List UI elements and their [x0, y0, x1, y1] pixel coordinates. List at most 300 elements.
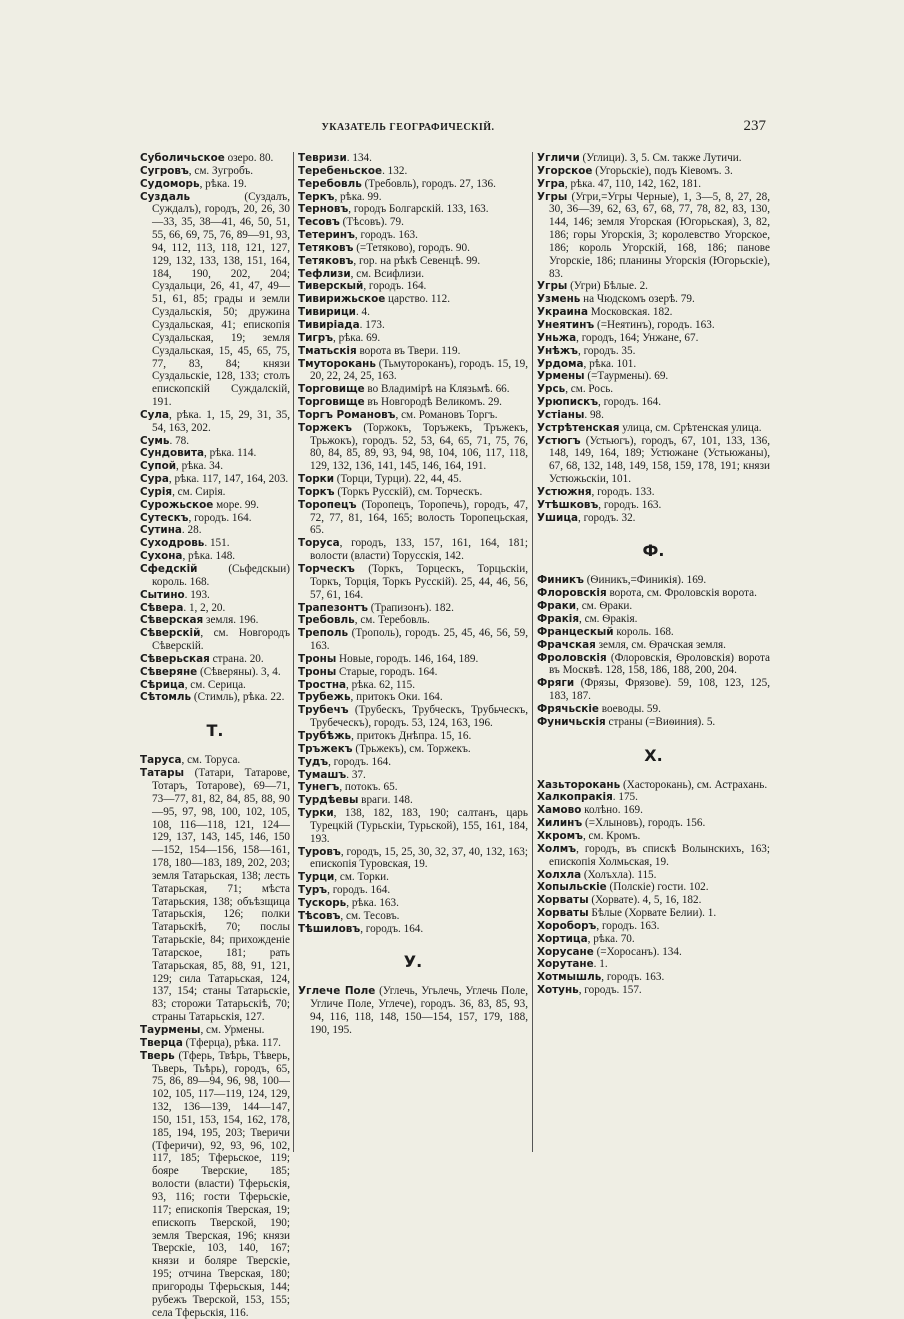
entry-headword: Супой [140, 460, 176, 473]
entry-references: , см. Кромъ. [582, 829, 641, 842]
index-entry [537, 191, 770, 281]
entry-references: (Углечь, Угьлечь, Углечь Поле, Угличе Поле, Углече), городъ. 36, 83, 85, 93, 94, 116, 118, 148, 150—154, 157, 179, 188, 190, 195. [310, 985, 528, 1036]
entry-headword: Угорское [537, 164, 593, 177]
entry-headword: Теребовль [298, 177, 362, 190]
entry-headword: Углече Поле [298, 985, 376, 998]
index-entry [298, 345, 528, 358]
entry-references: , городъ. 133. [591, 485, 655, 498]
entry-headword: Трапезонтъ [298, 601, 368, 614]
entry-references: , городъ. 164. [598, 396, 662, 409]
entry-headword: Францескый [537, 625, 614, 638]
entry-headword: Тивирижьское [298, 293, 386, 306]
entry-headword: Сѣверскій [140, 627, 201, 640]
entry-references: (Торжокъ, Торъжекъ, Тръжекъ, Трьжокъ), городъ. 52, 53, 64, 65, 71, 75, 76, 80, 84, 85, 89, 93, 94, 98, 104, 106, 117, 118, 129, 132, 136, 141, 145, 146, 164, 191. [310, 421, 528, 473]
entry-headword: Фрачская [537, 638, 596, 651]
entry-headword: Сула [140, 408, 170, 421]
entry-references: ворота, см. Фроловскія ворота. [606, 587, 757, 600]
entry-headword: Угры [537, 190, 568, 203]
entry-headword: Холхла [537, 868, 582, 881]
index-entry [537, 703, 770, 716]
entry-headword: Торговище [298, 383, 365, 396]
index-entry [298, 602, 528, 615]
entry-references: , городъ. 35. [577, 344, 636, 357]
entry-headword: Хороборъ [537, 919, 597, 932]
entry-headword: Тверца [140, 1036, 183, 1049]
index-entry [537, 869, 770, 882]
entry-references: во Владимірѣ на Клязьмѣ. 66. [364, 383, 510, 396]
entry-references: , рѣка. 1, 15, 29, 31, 35, 54, 163, 202. [152, 408, 290, 434]
entry-references: (Торци, Турци). 22, 44, 45. [334, 473, 462, 486]
index-entry [298, 409, 528, 422]
entry-headword: Тигръ [298, 331, 334, 344]
entry-references: царство. 112. [385, 293, 451, 306]
entry-headword: Туровъ [298, 845, 341, 858]
entry-headword: Урдома [537, 357, 584, 370]
entry-references: , рѣка. 101. [583, 357, 637, 370]
entry-headword: Унеятинъ [537, 318, 595, 331]
entry-references: (Угри,=Угры Черные), 1, 3—5, 8, 27, 28, 30, 36—39, 62, 63, 67, 68, 77, 78, 82, 83, 130, 144, 146; земля Угорская (Югорьская), 3, 82, 186; горы Угорскія, 3; королевство Угорское, 186; король Угорскій, 168, 186; панове Угорскіе, 186; планины Угорскія (Югорьскіе), 83. [549, 190, 770, 280]
entry-headword: Фуничьскія [537, 715, 606, 728]
entry-references: , притокъ Днѣпра. 15, 16. [351, 729, 472, 742]
entry-headword: Сѣрица [140, 678, 185, 691]
index-entry [537, 165, 770, 178]
entry-references: (Полскіе) гости. 102. [606, 881, 709, 894]
entry-references: , 138, 182, 183, 190; салтанъ, царь Турецкій (Турьскіи, Турьской), 155, 161, 184, 193. [310, 807, 528, 845]
entry-headword: Сугровъ [140, 164, 189, 177]
index-entry [298, 319, 528, 332]
entry-headword: Тиверскый [298, 280, 364, 293]
entry-headword: Холмъ [537, 842, 577, 855]
index-entry [537, 574, 770, 587]
index-entry [537, 332, 770, 345]
entry-references: , городъ. 164. [360, 922, 424, 935]
index-entry [140, 754, 290, 767]
entry-references: , городъ. 164. [328, 755, 392, 768]
entry-headword: Фроловскія [537, 651, 607, 664]
entry-headword: Судоморь [140, 177, 200, 190]
entry-headword: Суболичьское [140, 152, 225, 164]
entry-references: , см. Всифлизи. [350, 267, 425, 280]
index-entry [298, 884, 528, 897]
entry-headword: Торки [298, 473, 334, 486]
entry-references: , городъ. 164. [363, 280, 427, 293]
entry-references: , городъ. 163. [596, 919, 660, 932]
index-entry [298, 704, 528, 730]
index-entry [140, 537, 290, 550]
entry-references: . 173. [359, 318, 385, 331]
entry-headword: Хорваты [537, 894, 589, 907]
index-entry [140, 627, 290, 653]
entry-headword: Торопецъ [298, 498, 357, 511]
entry-headword: Суходровь [140, 537, 205, 550]
index-entry [140, 589, 290, 602]
index-entry [140, 767, 290, 1024]
entry-headword: Сѣверяне [140, 665, 198, 678]
column-rule [293, 152, 294, 1152]
index-entry [298, 486, 528, 499]
index-entry [140, 679, 290, 692]
entry-headword: Хамово [537, 804, 582, 817]
index-entry [140, 653, 290, 666]
index-entry [537, 319, 770, 332]
entry-headword: Сурожьское [140, 498, 214, 511]
entry-references: , рѣка. 148. [182, 550, 236, 563]
index-entry [140, 614, 290, 627]
index-entry [140, 165, 290, 178]
index-entry [298, 910, 528, 923]
entry-headword: Утѣшковъ [537, 498, 599, 511]
entry-references: , рѣка. 62, 115. [346, 678, 416, 691]
entry-references: , см. Тесовъ. [340, 909, 400, 922]
entry-references: , см. Новгородъ Сѣверскій. [152, 627, 290, 653]
entry-references: , см. Урмены. [200, 1024, 265, 1036]
index-entry [537, 600, 770, 613]
index-entry [537, 817, 770, 830]
entry-references: , см. Серица. [184, 678, 246, 691]
entry-headword: Сутескъ [140, 511, 189, 524]
index-entry [140, 1037, 290, 1050]
entry-references: враги. 148. [358, 794, 413, 807]
entry-headword: Финикъ [537, 574, 584, 587]
index-entry [140, 409, 290, 435]
entry-references: , рѣка. 114. [204, 447, 257, 460]
entry-headword: Сурія [140, 485, 173, 498]
entry-references: . 134. [346, 152, 372, 164]
entry-headword: Суздаль [140, 190, 191, 203]
entry-references: (Тьмутороканъ), городъ. 15, 19, 20, 22, 24, 25, 163. [310, 357, 528, 383]
entry-headword: Хилинъ [537, 817, 583, 830]
entry-headword: Тетеринъ [298, 229, 355, 242]
entry-headword: Флоровскія [537, 587, 607, 600]
entry-headword: Тевризи [298, 152, 347, 164]
entry-references: , городъ, 164; Унжане, 67. [576, 331, 699, 344]
index-entry [298, 268, 528, 281]
entry-references: (Трополь), городъ. 25, 45, 46, 56, 59, 163. [310, 627, 528, 653]
entry-references: . 151. [204, 537, 230, 550]
index-entry [537, 293, 770, 306]
index-entry [537, 486, 770, 499]
entry-headword: Узмень [537, 293, 581, 306]
index-entry [298, 627, 528, 653]
index-entry [537, 152, 770, 165]
index-entry [298, 306, 528, 319]
index-entry [537, 587, 770, 600]
index-entry [298, 332, 528, 345]
index-entry [537, 639, 770, 652]
entry-headword: Хкромъ [537, 829, 583, 842]
index-entry [537, 499, 770, 512]
entry-references: страна. 20. [209, 652, 264, 665]
entry-references: улица, см. Срѣтенская улица. [619, 421, 762, 434]
entry-references: , см. Рось. [565, 383, 614, 396]
index-entry [298, 807, 528, 846]
entry-references: , городъ. 164. [327, 884, 391, 897]
entry-references: (Устьюгъ), городъ, 67, 101, 133, 136, 148, 149, 164, 189; Устюжане (Устьюжаны), 67, 68, 132, 148, 149, 158, 159, 178, 191; князи Устюжьскіи, 101. [549, 434, 770, 486]
index-entry [537, 791, 770, 804]
entry-references: , см. Зугробъ. [188, 164, 253, 177]
entry-headword: Сѣверская [140, 614, 204, 627]
index-entry [537, 830, 770, 843]
entry-headword: Урмены [537, 370, 585, 383]
index-entry [298, 358, 528, 384]
index-entry [298, 743, 528, 756]
entry-references: (Трапизонъ). 182. [367, 601, 454, 614]
entry-references: , городъ Болгарскій. 133, 163. [348, 203, 489, 216]
entry-headword: Трубежь [298, 691, 351, 704]
entry-headword: Сѣтомль [140, 691, 192, 704]
entry-headword: Таруса [140, 754, 182, 767]
index-entry [537, 422, 770, 435]
entry-headword: Трубечъ [298, 704, 349, 717]
index-entry [298, 473, 528, 486]
index-entry [537, 626, 770, 639]
entry-references: воеводы. 59. [598, 702, 661, 715]
entry-references: въ Новгородѣ Великомъ. 29. [364, 396, 502, 409]
index-entry [537, 396, 770, 409]
entry-headword: Халкопракія [537, 791, 613, 804]
entry-references: , см. Торуса. [181, 754, 241, 767]
entry-headword: Торуса [298, 537, 340, 550]
index-entry [537, 280, 770, 293]
index-entry [537, 971, 770, 984]
entry-references: . 98. [584, 408, 604, 421]
index-entry [537, 920, 770, 933]
entry-headword: Требовль [298, 614, 355, 627]
index-entry [298, 653, 528, 666]
entry-references: колѣно. 169. [581, 804, 643, 817]
entry-headword: Сѣвера [140, 601, 184, 614]
entry-references: Бѣлые (Хорвате Белии). 1. [588, 907, 717, 920]
entry-headword: Тетяковъ [298, 254, 354, 267]
index-entry [298, 923, 528, 936]
entry-headword: Устюгъ [537, 434, 581, 447]
entry-headword: Трубѣжь [298, 729, 352, 742]
entry-references: . 175. [612, 791, 638, 804]
index-entry [537, 358, 770, 371]
entry-headword: Тефлизи [298, 267, 351, 280]
index-entry [537, 345, 770, 358]
index-entry [298, 691, 528, 704]
index-entry [298, 499, 528, 538]
entry-references: , см. Теребовль. [354, 614, 430, 627]
index-column-2 [298, 152, 528, 1037]
entry-references: (Торопецъ, Торопечь), городъ, 47, 72, 77, 81, 164, 165; волость Торопецьская, 65. [310, 498, 528, 537]
index-entry [298, 756, 528, 769]
entry-headword: Урсь [537, 383, 566, 396]
entry-headword: Угры [537, 280, 568, 293]
entry-headword: Сутина [140, 524, 182, 537]
index-entry [537, 409, 770, 422]
index-entry [140, 435, 290, 448]
entry-references: (Ѳиникъ,=Финикія). 169. [583, 574, 707, 587]
index-entry [298, 666, 528, 679]
entry-headword: Торжекъ [298, 421, 352, 434]
entry-headword: Урюпискъ [537, 396, 599, 409]
index-entry [537, 652, 770, 678]
section-letter: Ф. [642, 541, 665, 561]
entry-headword: Троны [298, 665, 337, 678]
entry-references: . 78. [169, 434, 190, 447]
entry-headword: Сытино [140, 588, 185, 601]
entry-headword: Хорутане [537, 958, 594, 971]
entry-references: , потокъ. 65. [339, 781, 398, 794]
entry-references: (Тѣсовъ). 79. [339, 216, 404, 229]
entry-references: , городъ. 163. [601, 971, 665, 984]
entry-headword: Хотунь [537, 984, 579, 997]
index-entry [298, 383, 528, 396]
entry-references: (Требовль), городъ. 27, 136. [361, 177, 496, 190]
entry-headword: Троны [298, 652, 337, 665]
index-entry [140, 666, 290, 679]
entry-references: , рѣка. 47, 110, 142, 162, 181. [564, 177, 702, 190]
entry-references: , рѣка. 163. [346, 896, 399, 909]
index-entry [140, 460, 290, 473]
index-entry [537, 435, 770, 486]
entry-references: Новые, городъ. 146, 164, 189. [336, 652, 479, 665]
index-entry [140, 550, 290, 563]
index-entry [298, 985, 528, 1036]
entry-references: , городъ. 32. [578, 511, 636, 524]
entry-references: (Трубескъ, Трубческъ, Трубьческъ, Трубеческъ), городъ. 53, 124, 163, 196. [310, 704, 528, 730]
entry-references: (Татари, Татарове, Тотаръ, Тотарове), 69—71, 73—77, 81, 82, 84, 85, 88, 90—95, 97, 98, 100, 102, 105, 108, 116—118, 121, 124—129, 137, 143, 145, 146, 150—152, 154—156, 158—161, 178, 180—183, 189, 202, 203; земля Татарьская, 138; лесть Татарьская, 71; мѣста Татарьския, 138; объѣзщица Татарьскія, 126; полки Татарьскіѣ, 70; послы Татарьскіе, 84; прихожденіе Татарское, 181; рать Татарьская, 85, 88, 91, 121, 129; сила Татарьская, 124, 137, 154; станы Татарьскіе, 83; сторожи Татарьскіѣ, 70; страны Татарьскія, 127. [152, 767, 290, 1024]
index-entry [298, 563, 528, 602]
index-entry [298, 203, 528, 216]
entry-references: (Тферца), рѣка. 117. [182, 1036, 281, 1049]
entry-references: , см. Сирія. [172, 485, 226, 498]
entry-references: (Углици). 3, 5. См. также Лутичи. [579, 152, 742, 164]
entry-headword: Сѣверьская [140, 652, 210, 665]
index-entry [298, 152, 528, 165]
entry-references: . 1, 2, 20. [183, 601, 226, 614]
entry-headword: Тростна [298, 678, 347, 691]
entry-headword: Фракія [537, 613, 580, 625]
entry-headword: Фрячьскіе [537, 702, 599, 715]
entry-headword: Устіаны [537, 408, 585, 421]
index-entry [140, 486, 290, 499]
index-entry [537, 613, 770, 626]
index-entry [298, 537, 528, 563]
entry-headword: Сухона [140, 550, 183, 563]
entry-references: (Холъхла). 115. [581, 868, 657, 881]
entry-headword: Украина [537, 306, 588, 319]
index-entry [140, 524, 290, 537]
entry-headword: Таурмены [140, 1024, 201, 1036]
index-entry [537, 958, 770, 971]
index-entry [537, 881, 770, 894]
entry-references: , городъ, 15, 25, 30, 32, 37, 40, 132, 163; епископія Туровская, 19. [310, 845, 528, 871]
entry-headword: Турдѣевы [298, 794, 359, 807]
index-column-3 [537, 152, 770, 997]
entry-references: (Угри) Бѣлые. 2. [567, 280, 648, 293]
column-rule [532, 152, 533, 1152]
entry-headword: Тматьскія [298, 344, 357, 357]
entry-headword: Сундовита [140, 447, 204, 460]
running-head [0, 118, 904, 138]
entry-headword: Угра [537, 177, 565, 190]
index-entry [140, 447, 290, 460]
index-entry [537, 779, 770, 792]
entry-references: . 193. [184, 588, 210, 601]
index-entry [298, 794, 528, 807]
entry-references: , рѣка. 19. [199, 177, 247, 190]
entry-references: на Чюдскомъ озерѣ. 79. [580, 293, 695, 306]
entry-headword: Турци [298, 871, 335, 884]
index-entry [140, 691, 290, 704]
entry-references: , притокъ Оки. 164. [350, 691, 443, 704]
index-entry [140, 499, 290, 512]
entry-references: море. 99. [213, 498, 259, 511]
entry-headword: Теребеньское [298, 164, 383, 177]
entry-headword: Тивиріада [298, 318, 360, 331]
entry-references: озеро. 80. [224, 152, 274, 164]
index-entry [140, 1024, 290, 1037]
index-entry [298, 679, 528, 692]
index-entry [140, 1050, 290, 1319]
entry-references: , см. Романовъ Торгъ. [395, 408, 498, 421]
entry-references: (Флоровскія, Ѳроловскія) ворота въ Москвѣ. 128, 158, 186, 188, 200, 204. [549, 651, 770, 677]
entry-references: , см. Ѳракія. [579, 613, 638, 625]
index-entry [298, 165, 528, 178]
entry-references: , гор. на рѣкѣ Севенцѣ. 99. [353, 254, 481, 267]
index-entry [298, 178, 528, 191]
index-entry [537, 984, 770, 997]
entry-references: король. 168. [613, 625, 674, 638]
entry-references: , рѣка. 99. [334, 190, 382, 203]
entry-references: , рѣка. 69. [333, 331, 381, 344]
entry-references: , рѣка. 34. [176, 460, 224, 473]
index-entry [537, 716, 770, 729]
index-entry [298, 229, 528, 242]
entry-headword: Тивирици [298, 306, 356, 319]
index-entry [537, 178, 770, 191]
index-entry [537, 306, 770, 319]
index-entry [537, 383, 770, 396]
entry-references: (=Хоросанъ). 134. [593, 945, 682, 958]
page-number: 237 [743, 118, 766, 134]
entry-headword: Торкъ [298, 485, 335, 498]
entry-references: , городъ. 164. [188, 511, 252, 524]
index-entry [298, 191, 528, 204]
index-entry [537, 370, 770, 383]
index-entry [140, 178, 290, 191]
section-letter: Х. [644, 745, 663, 765]
entry-references: . 1. [593, 958, 608, 971]
index-entry [298, 293, 528, 306]
entry-references: (Угорьскіе), подъ Кіевомъ. 3. [592, 164, 733, 177]
entry-headword: Туръ [298, 884, 328, 897]
section-letter: Т. [206, 721, 224, 741]
entry-references: (Суздалъ, Суждалъ), городъ, 20, 26, 30—33, 35, 38—41, 46, 50, 51, 55, 66, 69, 75, 76, 89—91, 93, 94, 112, 113, 118, 121, 127, 129, 132, 133, 138, 151, 164, 184, 190, 202, 204; Суздальци, 26, 41, 47, 49—51, 61, 85; грады и земли Суздальскія, 50; дружина Суздальская, 41; епископія Суздальская, 19; земля Суздальская, 15, 45, 65, 75, 77, 83, 84; князи Суздальскіе, 128, 133; столъ епископскій Суждалскій, 191. [152, 190, 290, 409]
index-entry [537, 933, 770, 946]
entry-headword: Торговище [298, 396, 365, 409]
entry-headword: Устрѣтенская [537, 421, 620, 434]
entry-references: , городъ. 163. [354, 229, 418, 242]
index-entry [298, 614, 528, 627]
entry-references: земля. 196. [203, 614, 259, 627]
entry-references: , городъ. 163. [598, 498, 662, 511]
entry-references: , см. Торки. [334, 871, 389, 884]
index-entry [298, 846, 528, 872]
index-entry [140, 152, 290, 165]
index-entry [537, 946, 770, 959]
entry-headword: Сура [140, 473, 169, 486]
entry-headword: Татары [140, 767, 184, 780]
entry-headword: Ушица [537, 511, 579, 524]
entry-headword: Торческъ [298, 563, 355, 575]
entry-headword: Теркъ [298, 190, 335, 203]
entry-references: , городъ, 133, 157, 161, 164, 181; волости (власти) Торусскія, 142. [310, 537, 528, 563]
entry-references: . 132. [382, 164, 408, 177]
